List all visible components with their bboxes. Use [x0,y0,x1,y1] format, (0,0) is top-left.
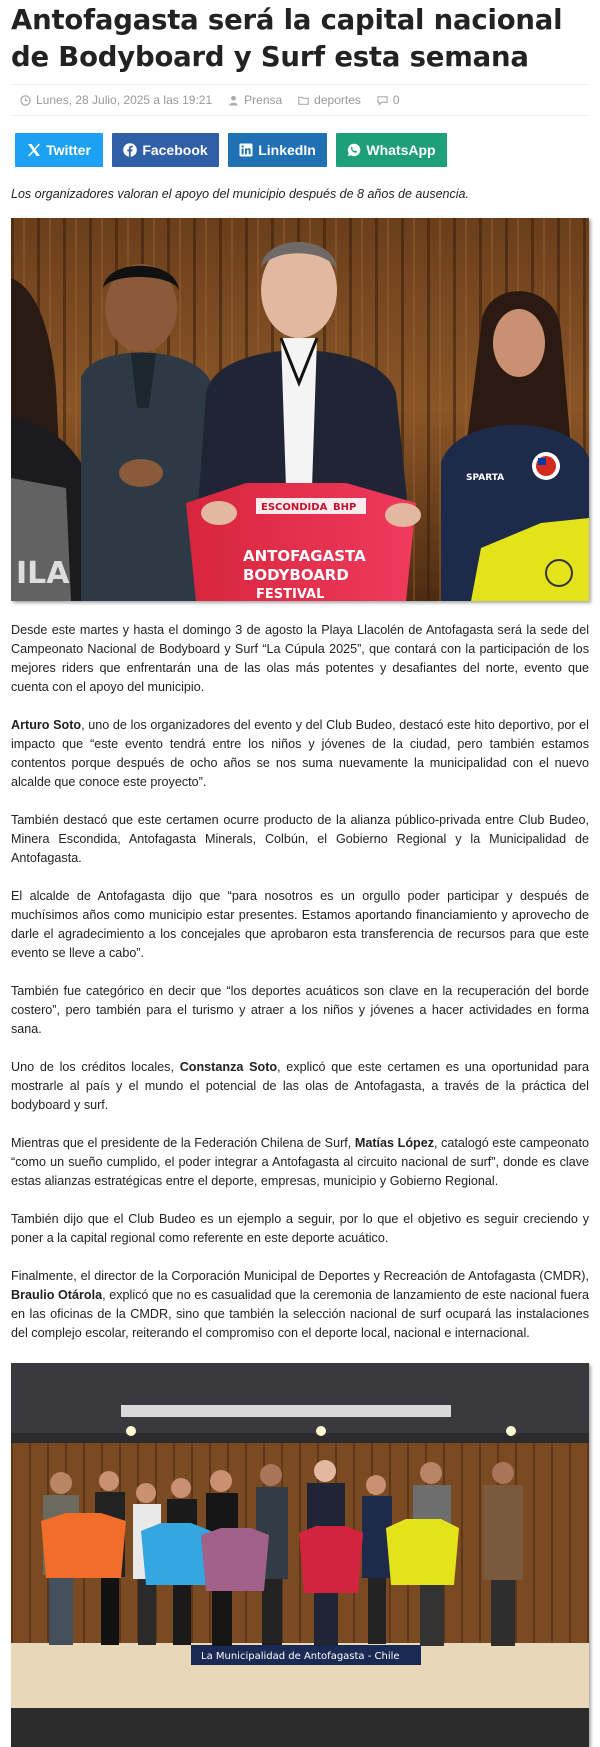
facebook-share-button[interactable] [112,133,219,167]
share-buttons [11,133,589,167]
jacket-text: SPARTA [466,473,505,483]
user-icon [228,95,239,106]
clock-icon [20,95,31,106]
purple-jersey [201,1528,269,1591]
meta-author[interactable] [228,93,282,107]
article-body [11,621,589,1343]
paragraph-7: Mientras que el presidente de la Federación Chilena de Surf, Matías López, catalogó este campeonato “como un sueño cumplido, el poder integrar a Antofagasta al circuito nacional de surf”, donde es clave estas alianzas estratégicas entre el deporte, empresas, municipio y Gobierno Regional. [11,1136,589,1188]
article-photo-group [11,1363,589,1747]
whatsapp-icon [347,143,361,157]
jersey-sponsor-1: ESCONDIDA [261,502,328,513]
jersey-text-3: FESTIVAL [256,587,325,601]
paragraph-6: Uno de los créditos locales, Constanza Soto, explicó que este certamen es una oportunidad para mostrarle al país y el mundo el potencial de las olas de Antofagasta, a través de la práctica del bodyboard y surf. [11,1060,589,1112]
comment-icon [377,95,388,106]
meta-author-text: Prensa [244,93,283,107]
meta-category[interactable] [298,93,361,107]
meta-category-text: deportes [314,93,361,107]
jersey-text-2: BODYBOARD [243,566,349,584]
paragraph-3: También destacó que este certamen ocurre producto de la alianza público-privada entre Club Budeo, Minera Escondida, Antofagasta Minerals, Colbún, el Gobierno Regional y la Municipalidad de Antofagasta. [11,813,589,865]
twitter-share-button[interactable] [15,133,103,167]
twitter-label: Twitter [46,142,91,158]
yellow-jersey [386,1519,459,1585]
linkedin-label: LinkedIn [258,142,316,158]
whatsapp-label: WhatsApp [366,142,436,158]
paragraph-5: También fue categórico en decir que “los deportes acuáticos son clave en la recuperación del borde costero”, pero también para el turismo y atraer a los niños y jóvenes a hacer actividades en forma sana. [11,984,589,1036]
article-photo-press-conference [11,218,589,601]
x-logo-icon [27,143,41,157]
paragraph-1: Desde este martes y hasta el domingo 3 de agosto la Playa Llacolén de Antofagasta será la sede del Campeonato Nacional de Bodyboard y Surf “La Cúpula 2025”, que contará con la participación de los mejores riders que enfrentarán una de las olas más potentes y desafiantes del norte, evento que cuenta con el apoyo del municipio. [11,623,589,694]
folder-icon [298,95,309,106]
press-photo-illustration [11,218,589,601]
meta-date-text: Lunes, 28 Julio, 2025 a las 19:21 [36,93,213,107]
paragraph-9: Finalmente, el director de la Corporación Municipal de Deportes y Recreación de Antofagasta (CMDR), Braulio Otárola, explicó que no es casualidad que la ceremonia de lanzamiento de este nacional fuera en las oficinas de la CMDR, sino que también la selección nacional de surf ocupará las instalaciones del complejo escolar, reiterando el compromiso con el deporte local, nacional e internacional. [11,1269,589,1340]
jersey-text-1: ANTOFAGASTA [243,547,366,565]
blue-jersey [141,1523,211,1585]
orange-jersey [41,1513,126,1578]
facebook-label: Facebook [142,142,208,158]
jersey-sponsor-2: BHP [333,502,357,513]
group-photo-illustration [11,1363,589,1747]
meta-date [20,93,212,107]
meta-comments[interactable] [377,93,400,107]
paragraph-4: El alcalde de Antofagasta dijo que “para nosotros es un orgullo poder participar y después de muchísimos años como municipio estar presentes. Estamos aportando financiamiento y aprovecho de darle el agradecimiento a los concejales que aprobaron esta transferencia de recursos para que este evento se lleve a cabo”. [11,889,589,960]
linkedin-share-button[interactable] [228,133,327,167]
whatsapp-share-button[interactable] [336,133,447,167]
facebook-icon [123,143,137,157]
red-jersey [299,1526,363,1593]
paragraph-2: Arturo Soto, uno de los organizadores del evento y del Club Budeo, destacó este hito deportivo, por el impacto que “este evento tendrá entre los niños y jóvenes de la ciudad, pero también estamos contentos porque después de ocho años se nos suma nuevamente la municipalidad con el nuevo alcalde que conoce este proyecto”. [11,718,589,789]
meta-comments-count: 0 [392,93,400,107]
article-title: Antofagasta será la capital nacional de Bodyboard y Surf esta semana [11,4,563,73]
paragraph-8: También dijo que el Club Budeo es un ejemplo a seguir, por lo que el objetivo es seguir creciendo y poner a la capital regional como referente en este deporte acuático. [11,1212,589,1245]
article-meta [11,84,589,116]
linkedin-icon [239,143,253,157]
left-jersey-text: ILA [16,556,70,591]
stage-banner-text: La Municipalidad de Antofagasta - Chile [201,1651,400,1662]
article-subtitle: Los organizadores valoran el apoyo del municipio después de 8 años de ausencia. [11,187,469,201]
